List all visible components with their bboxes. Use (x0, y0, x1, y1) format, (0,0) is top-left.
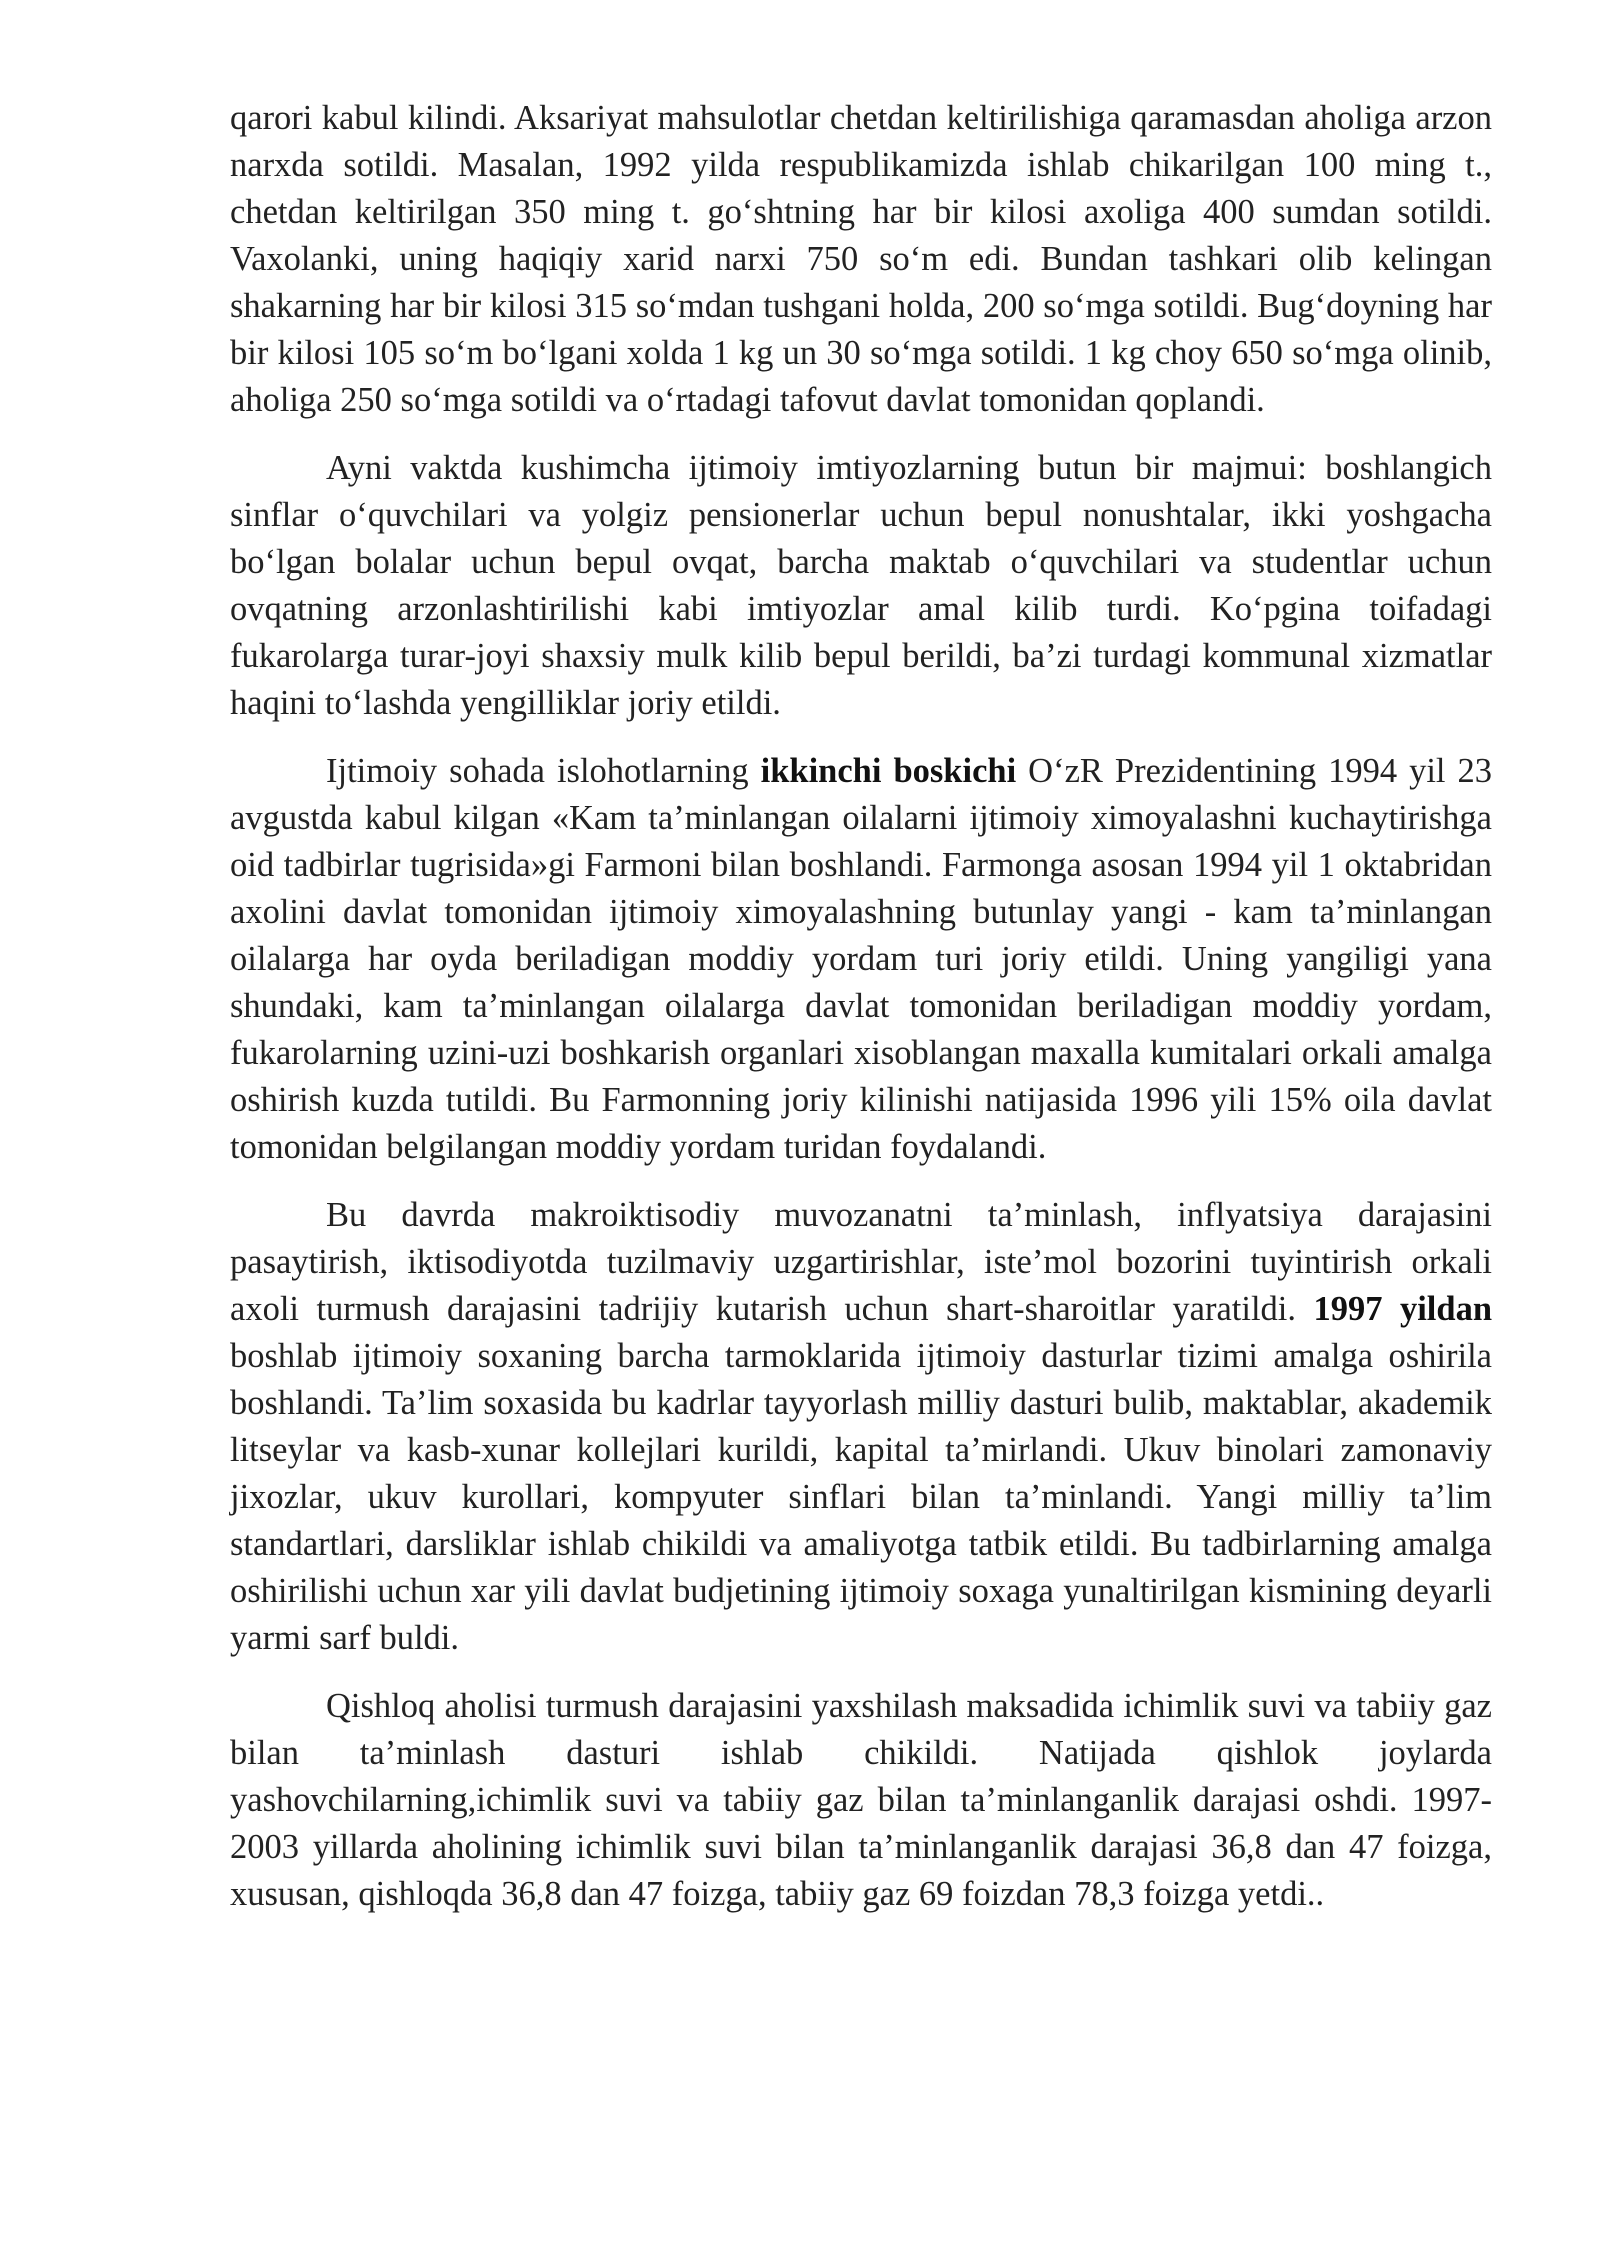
paragraph-text: Qishloq aholisi turmush darajasini yaxshilash maksadida ichimlik suvi va tabiiy gaz bilan ta’minlash dasturi ishlab chikildi. Natijada qishlok joylarda yashovchilarning,ichimlik suvi va tabiiy gaz bilan ta’minlanganlik darajasi oshdi. 1997-2003 yillarda aholining ichimlik suvi bilan ta’minlanganlik darajasi 36,8 dan 47 foizga, xususan, qishloqda 36,8 dan 47 foizga, tabiiy gaz 69 foizdan 78,3 foizga yetdi.. (230, 1687, 1492, 1913)
paragraph-social-benefits (230, 445, 1492, 727)
document-page (230, 95, 1492, 1939)
paragraph-second-stage (230, 748, 1492, 1171)
paragraph-text: Ayni vaktda kushimcha ijtimoiy imtiyozlarning butun bir majmui: boshlangich sinflar o‘quvchilari va yolgiz pensionerlar uchun bepul nonushtalar, ikki yoshgacha bo‘lgan bolalar uchun bepul ovqat, barcha maktab o‘quvchilari va studentlar uchun ovqatning arzonlashtirilishi kabi imtiyozlar amal kilib turdi. Ko‘pgina toifadagi fukarolarga turar-joyi shaxsiy mulk kilib bepul berildi, ba’zi turdagi kommunal xizmatlar haqini to‘lashda yengilliklar joriy etildi. (230, 449, 1492, 722)
paragraph-macroeconomic (230, 1192, 1492, 1662)
paragraph-rural-water-gas (230, 1683, 1492, 1918)
paragraph-text: qarori kabul kilindi. Aksariyat mahsulotlar chetdan keltirilishiga qaramasdan aholiga arzon narxda sotildi. Masalan, 1992 yilda respublikamizda ishlab chikarilgan 100 ming t., chetdan keltirilgan 350 ming t. go‘shtning har bir kilosi axoliga 400 sumdan sotildi. Vaxolanki, uning haqiqiy xarid narxi 750 so‘m edi. Bundan tashkari olib kelingan shakarning har bir kilosi 315 so‘mdan tushgani holda, 200 so‘mga sotildi. Bug‘doyning har bir kilosi 105 so‘m bo‘lgani xolda 1 kg un 30 so‘mga sotildi. 1 kg choy 650 so‘mga olinib, aholiga 250 so‘mga sotildi va o‘rtadagi tafovut davlat tomonidan qoplandi. (230, 99, 1492, 419)
paragraph-text: Ijtimoiy sohada islohotlarning (326, 752, 761, 790)
paragraph-text: boshlab ijtimoiy soxaning barcha tarmoklarida ijtimoiy dasturlar tizimi amalga oshirila boshlandi. Ta’lim soxasida bu kadrlar tayyorlash milliy dasturi bulib, maktablar, akademik litseylar va kasb-xunar kollejlari kurildi, kapital ta’mirlandi. Ukuv binolari zamonaviy jixozlar, ukuv kurollari, kompyuter sinflari bilan ta’minlandi. Yangi milliy ta’lim standartlari, darsliklar ishlab chikildi va amaliyotga tatbik etildi. Bu tadbirlarning amalga oshirilishi uchun xar yili davlat budjetining ijtimoiy soxaga yunaltirilgan kismining deyarli yarmi sarf buldi. (230, 1337, 1492, 1657)
bold-phrase-1997: 1997 yildan (1313, 1290, 1493, 1328)
paragraph-text: Bu davrda makroiktisodiy muvozanatni ta’minlash, inflyatsiya darajasini pasaytirish, iktisodiyotda tuzilmaviy uzgartirishlar, iste’mol bozorini tuyintirish orkali axoli turmush darajasini tadrijiy kutarish uchun shart-sharoitlar yaratildi. (230, 1196, 1492, 1328)
bold-phrase-second-stage: ikkinchi boskichi (760, 752, 1017, 790)
paragraph-price-subsidies (230, 95, 1492, 424)
paragraph-text: O‘zR Prezidentining 1994 yil 23 avgustda kabul kilgan «Kam ta’minlangan oilalarni ijtimoiy ximoyalashni kuchaytirishga oid tadbirlar tugrisida»gi Farmoni bilan boshlandi. Farmonga asosan 1994 yil 1 oktabridan axolini davlat tomonidan ijtimoiy ximoyalashning butunlay yangi - kam ta’minlangan oilalarga har oyda beriladigan moddiy yordam turi joriy etildi. Uning yangiligi yana shundaki, kam ta’minlangan oilalarga davlat tomonidan beriladigan moddiy yordam, fukarolarning uzini-uzi boshkarish organlari xisoblangan maxalla kumitalari orkali amalga oshirish kuzda tutildi. Bu Farmonning joriy kilinishi natijasida 1996 yili 15% oila davlat tomonidan belgilangan moddiy yordam turidan foydalandi. (230, 752, 1493, 1166)
